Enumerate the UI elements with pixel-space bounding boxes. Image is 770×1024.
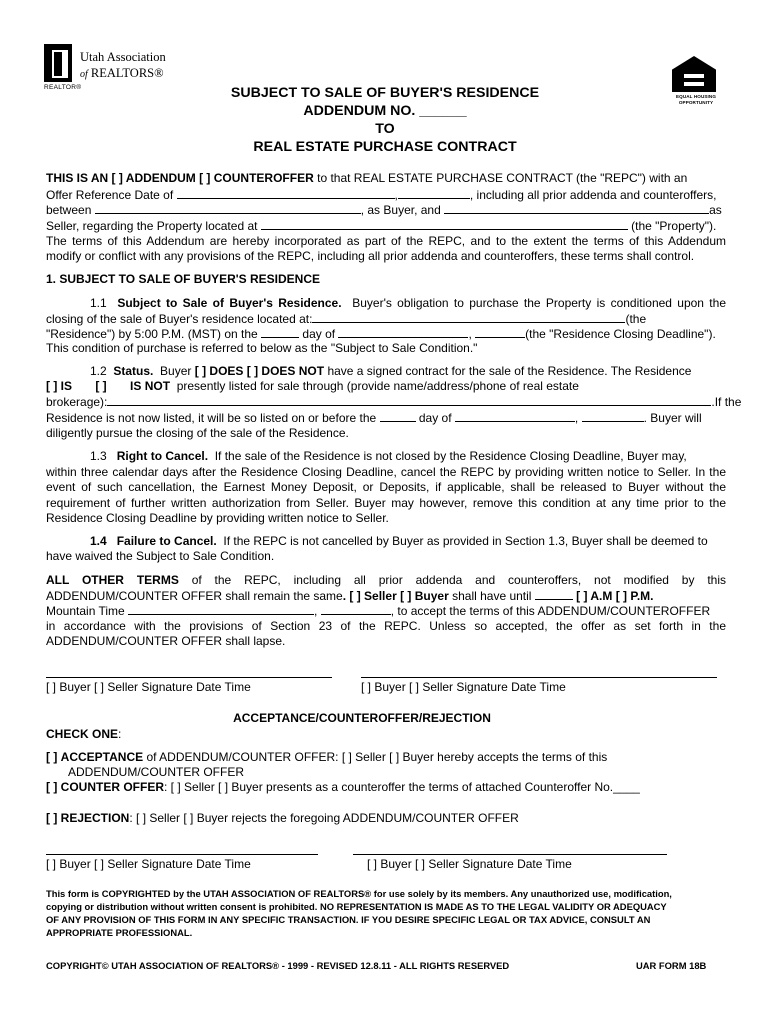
p14-line-1: 1.4 Failure to Cancel. If the REPC is not cancelled by Buyer as provided in Section 1.3, Buyer shall be deemed to: [90, 534, 708, 548]
counter-offer-option[interactable]: [ ] COUNTER OFFER: [ ] Seller [ ] Buyer presents as a counteroffer the terms of attached Counteroffer No.____: [46, 780, 640, 794]
acceptance-heading: ACCEPTANCE/COUNTEROFFER/REJECTION: [233, 711, 491, 725]
signature-line-right-2[interactable]: [353, 854, 667, 855]
notice-line-4: APPROPRIATE PROFESSIONAL.: [46, 927, 193, 938]
signature-line-left-1[interactable]: [46, 677, 332, 678]
other-terms-line-5: ADDENDUM/COUNTER OFFER shall lapse.: [46, 634, 286, 648]
p13-line-4: requirement of further written authorization from Seller. Buyer may however, remove this condition at any time prior to the: [46, 496, 726, 510]
p14-line-2: have waived the Subject to Sale Condition.: [46, 549, 275, 563]
p13-line-1: 1.3 Right to Cancel. If the sale of the Residence is not closed by the Residence Closing Deadline, Buyer may,: [90, 449, 687, 463]
intro-line-1: THIS IS AN [ ] ADDENDUM [ ] COUNTEROFFER to that REAL ESTATE PURCHASE CONTRACT (the "REPC") with an: [46, 171, 688, 185]
intro-line-6: modify or conflict with any provisions of the REPC, including all prior addenda and counteroffers, these terms shall control.: [46, 249, 695, 263]
property-address-field[interactable]: [261, 218, 628, 230]
offer-date-field[interactable]: [177, 187, 395, 199]
other-terms-line-3: Mountain Time , , to accept the terms of this ADDENDUM/COUNTEROFFER: [46, 604, 711, 618]
signature-caption-left-2: [ ] Buyer [ ] Seller Signature Date Time: [46, 857, 251, 871]
signature-caption-right-2: [ ] Buyer [ ] Seller Signature Date Time: [367, 857, 572, 871]
closing-day-field[interactable]: [261, 326, 299, 338]
p13-line-3: event of such cancellation, the Earnest Money Deposit, or Deposits, if applicable, shall be released to Buyer without the: [46, 480, 726, 494]
check-one-label: CHECK ONE:: [46, 727, 122, 741]
other-terms-line-2: ADDENDUM/COUNTER OFFER shall remain the same. [ ] Seller [ ] Buyer shall have until [ ] A.M [ ] P.M.: [46, 589, 654, 603]
p12-line-3: brokerage): .If the: [46, 395, 742, 409]
signature-line-left-2[interactable]: [46, 854, 318, 855]
closing-year-field[interactable]: [475, 326, 525, 338]
form-subtitle: REAL ESTATE PURCHASE CONTRACT: [253, 139, 517, 155]
notice-line-2: copying or distribution without written consent is prohibited. NO REPRESENTATION IS MADE AS TO THE LEGAL VALIDITY OR ADEQUACY: [46, 901, 667, 912]
p12-line-4: Residence is not now listed, it will be so listed on or before the day of , . Buyer will: [46, 411, 702, 425]
copyright-footer: COPYRIGHT© UTAH ASSOCIATION OF REALTORS® - 1999 - REVISED 12.8.11 - ALL RIGHTS RESERVED: [46, 960, 510, 971]
p11-line-3: "Residence") by 5:00 P.M. (MST) on the day of , (the "Residence Closing Deadline").: [46, 327, 716, 341]
form-number: UAR FORM 18B: [636, 960, 707, 971]
brokerage-field[interactable]: [107, 394, 711, 406]
equal-housing-icon: EQUAL HOUSING OPPORTUNITY: [668, 56, 724, 108]
intro-line-3: between , as Buyer, and as: [46, 203, 722, 217]
intro-line-5: The terms of this Addendum are hereby incorporated as part of the REPC, and to the extent the terms of this Addendum: [46, 234, 726, 248]
accept-year-field[interactable]: [321, 603, 391, 615]
accept-date-field[interactable]: [128, 603, 314, 615]
p13-line-5: Residence Closing Deadline by providing written notice to Seller.: [46, 511, 389, 525]
rejection-option[interactable]: [ ] REJECTION: [ ] Seller [ ] Buyer rejects the foregoing ADDENDUM/COUNTER OFFER: [46, 811, 519, 825]
p11-line-1: 1.1 Subject to Sale of Buyer's Residence. Buyer's obligation to purchase the Property is conditioned upon the: [90, 296, 726, 310]
signature-caption-left-1: [ ] Buyer [ ] Seller Signature Date Time: [46, 680, 251, 694]
p12-line-1: 1.2 Status. Buyer [ ] DOES [ ] DOES NOT have a signed contract for the sale of the Residence. The Residence: [90, 364, 692, 378]
p11-line-4: This condition of purchase is referred to below as the "Subject to Sale Condition.": [46, 341, 478, 355]
p12-line-5: diligently pursue the closing of the sale of the Residence.: [46, 426, 349, 440]
addendum-number: ADDENDUM NO. ______: [303, 103, 467, 119]
logo-name-line2: of REALTORS®: [80, 66, 164, 80]
p11-line-2: closing of the sale of Buyer's residence located at: (the: [46, 312, 647, 326]
listing-day-field[interactable]: [380, 410, 416, 422]
listing-month-field[interactable]: [455, 410, 575, 422]
signature-caption-right-1: [ ] Buyer [ ] Seller Signature Date Time: [361, 680, 566, 694]
section-1-heading: 1. SUBJECT TO SALE OF BUYER'S RESIDENCE: [46, 272, 321, 286]
offer-year-field[interactable]: [398, 187, 470, 199]
accept-hour-field[interactable]: [535, 588, 573, 600]
notice-line-3: OF ANY PROVISION OF THIS FORM IN ANY SPECIFIC TRANSACTION. IF YOU DESIRE SPECIFIC LEGAL OR TAX ADVICE, CONSULT AN: [46, 914, 651, 925]
form-title: SUBJECT TO SALE OF BUYER'S RESIDENCE: [230, 85, 540, 101]
title-to: TO: [375, 121, 395, 137]
signature-line-right-1[interactable]: [361, 677, 717, 678]
p12-line-2: [ ] IS [ ] IS NOT presently listed for sale through (provide name/address/phone of real estate: [46, 379, 579, 393]
realtor-r-icon: [44, 44, 72, 82]
logo-name-line1: Utah Association: [80, 50, 166, 64]
listing-year-field[interactable]: [582, 410, 644, 422]
p13-line-2: within three calendar days after the Residence Closing Deadline, cancel the REPC by providing written notice to Seller. In the: [46, 465, 726, 479]
acceptance-option[interactable]: [ ] ACCEPTANCE of ADDENDUM/COUNTER OFFER: [ ] Seller [ ] Buyer hereby accepts the terms of this: [46, 750, 608, 764]
residence-address-field[interactable]: [312, 311, 625, 323]
closing-month-field[interactable]: [338, 326, 468, 338]
intro-line-2: Offer Reference Date of , , including all prior addenda and counteroffers,: [46, 188, 717, 202]
other-terms-line-1: ALL OTHER TERMS of the REPC, including all prior addenda and counteroffers, not modified by this: [46, 573, 726, 587]
other-terms-line-4: in accordance with the provisions of Section 23 of the REPC. Unless so accepted, the offer as set forth in the: [46, 619, 726, 633]
seller-name-field[interactable]: [444, 202, 709, 214]
intro-line-4: Seller, regarding the Property located at (the "Property").: [46, 219, 717, 233]
acceptance-option-line-2: ADDENDUM/COUNTER OFFER: [68, 765, 244, 779]
notice-line-1: This form is COPYRIGHTED by the UTAH ASSOCIATION OF REALTORS® for use solely by its members. Any unauthorized use, modification,: [46, 888, 672, 899]
logo-realtor-text: REALTOR®: [44, 84, 82, 91]
buyer-name-field[interactable]: [95, 202, 361, 214]
